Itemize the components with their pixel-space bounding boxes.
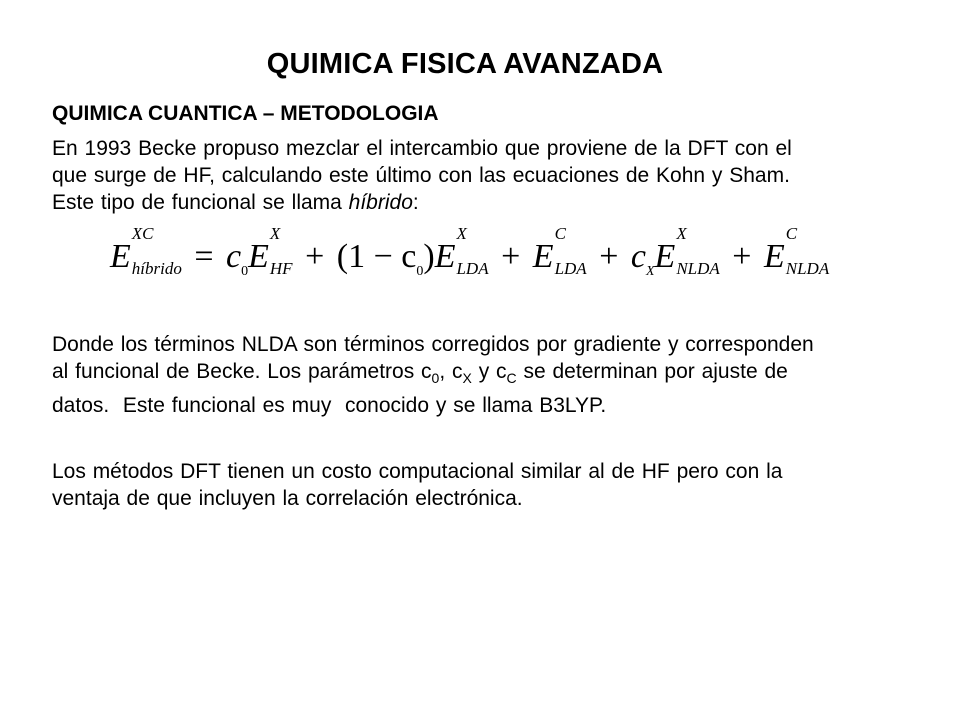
text-segment: y c [471,360,507,383]
formula-superscript: XC [131,224,154,244]
paragraph-line: En 1993 Becke propuso mezclar el intercambio que proviene de la DFT con el [52,137,792,160]
formula-script [785,224,830,279]
formula-operator: + [599,238,619,275]
paragraph-line: datos. Este funcional es muy conocido y se llama B3LYP. [52,394,607,418]
formula-coefficient-subscript: X [645,263,655,279]
text-segment: se determinan por ajuste de [516,360,788,383]
formula-coefficient: c [226,238,242,275]
text-segment: Este tipo de funcional se llama [52,191,349,214]
formula-superscript: C [554,224,566,244]
formula-operator: = [194,238,214,275]
slide-subtitle: QUIMICA CUANTICA – METODOLOGIA [52,102,439,125]
formula-symbol: E [248,238,269,275]
formula-symbol: E [110,238,131,275]
formula-subscript: NLDA [676,259,720,279]
paragraph-nlda-terms [52,331,922,419]
text-segment: : [412,191,419,214]
formula-superscript: C [785,224,798,244]
formula-operator: + [732,238,752,275]
paragraph-line [52,358,922,392]
paragraph-line: Los métodos DFT tienen un costo computacional similar al de HF pero con la [52,460,783,483]
text-segment: , c [439,360,463,383]
formula-subscript: NLDA [785,259,830,279]
formula-symbol: E [763,238,785,275]
formula-subscript: LDA [456,259,489,279]
hybrid-functional-formula [110,224,830,298]
formula-operator: + [305,238,325,275]
text-segment: al funcional de Becke. Los parámetros c [52,360,432,383]
paragraph-becke-hybrid [52,135,922,216]
formula-superscript: X [456,224,467,244]
formula-superscript: X [676,224,687,244]
formula-coefficient-subscript: 0 [416,263,424,279]
paragraph-line [52,189,922,216]
parameter-subscript: 0 [431,370,440,387]
formula-coefficient-subscript: 0 [241,263,249,279]
formula-symbol: E [654,238,676,275]
formula-script [676,224,720,279]
formula-subscript: LDA [554,259,587,279]
paragraph-line: ventaja de que incluyen la correlación electrónica. [52,487,523,510]
parameter-subscript: C [506,370,517,387]
formula-script [269,224,293,279]
formula-superscript: X [269,224,281,244]
paragraph-line: que surge de HF, calculando este último con las ecuaciones de Kohn y Sham. [52,164,790,187]
slide-title: QUIMICA FISICA AVANZADA [266,48,664,80]
paragraph-dft-cost [52,458,922,512]
formula-operator: + [501,238,521,275]
formula-parenthesis: ) [423,238,435,275]
formula-symbol: E [434,238,456,275]
formula-subscript: híbrido [131,259,182,279]
paragraph-line: Donde los términos NLDA son términos corregidos por gradiente y corresponden [52,333,814,356]
formula-coefficient: c [630,238,646,275]
formula-parenthesis: (1 − c [336,238,417,275]
parameter-subscript: X [462,370,472,387]
formula-script [131,224,182,279]
formula-script [554,224,587,279]
formula-script [456,224,489,279]
italic-term: híbrido [348,191,413,214]
formula-subscript: HF [269,259,293,279]
formula-symbol: E [532,238,554,275]
